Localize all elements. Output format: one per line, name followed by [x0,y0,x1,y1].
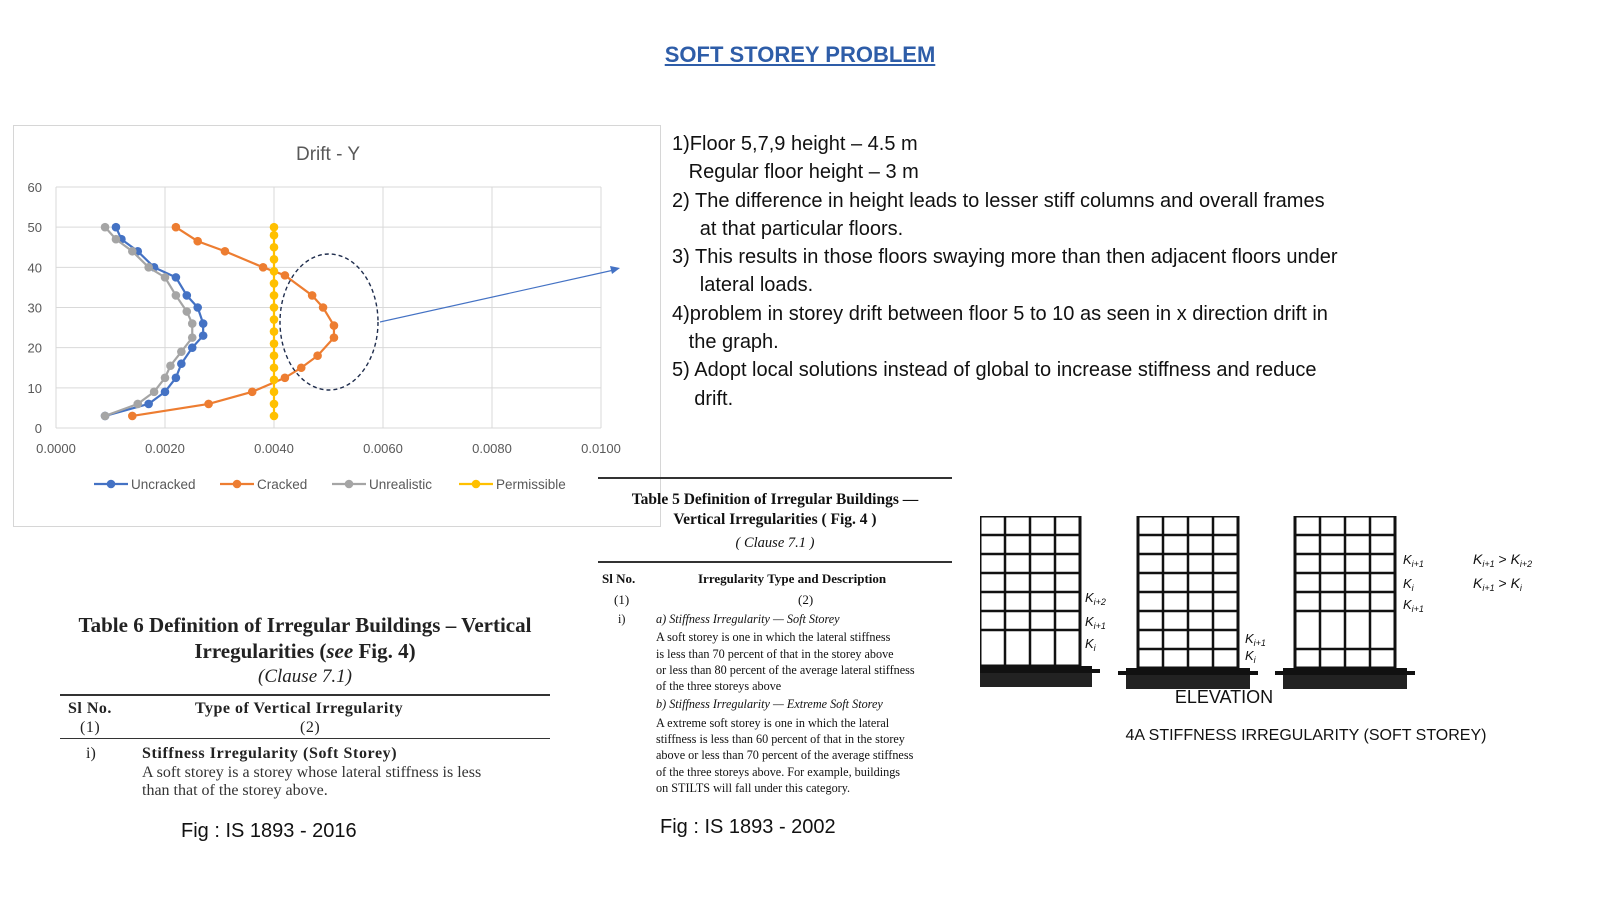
legend-swatch-marker [233,480,242,489]
data-point [112,223,121,232]
data-point [270,231,279,240]
x-tick-label: 0.0100 [581,441,621,456]
table-2016-row [60,739,550,803]
data-point [193,303,202,312]
pointer-arrowhead [610,266,620,274]
legend-label: Uncracked [131,477,196,492]
series-unrealistic [101,223,197,420]
y-tick-label: 0 [34,421,42,436]
heading-text: Fig. 4) [353,639,416,663]
legend-swatch-marker [107,480,116,489]
extreme-soft-storey-description [656,715,952,796]
data-point [330,333,339,342]
table-is1893-2002 [598,490,952,796]
data-point [161,373,170,382]
y-tick-label: 60 [27,180,42,195]
col-sl-no: Sl No. [68,700,112,717]
data-point [112,235,121,244]
col-sl-no: Sl No. [602,571,636,586]
legend-swatch-marker [472,480,481,489]
y-tick-label: 50 [27,220,42,236]
x-tick-label: 0.0020 [145,441,185,456]
col-1-number: (1) [80,719,101,736]
building-soft-ground-storey [980,516,1100,687]
heading-text: Irregularities ( [194,639,327,663]
extreme-soft-storey-title: b) Stiffness Irregularity — Extreme Soft Storey [656,697,883,712]
page-title: SOFT STOREY PROBLEM [664,42,936,67]
note-line: the graph. [672,331,779,354]
col-2-number: (2) [798,592,814,607]
extreme-soft-storey-text-line: of the three storeys above. For example, buildings [656,764,901,779]
row-description-line2: than that of the storey above. [142,782,328,799]
data-point [188,319,197,328]
drift-highlight-ellipse [280,254,378,390]
data-point [270,243,279,252]
legend-item-permissible [459,477,566,492]
data-point [183,307,192,316]
data-point [172,223,181,232]
caption-is1893-2016: Fig : IS 1893 - 2016 [181,820,357,842]
data-point [270,291,279,300]
series-permissible [270,223,279,420]
soft-storey-text-line: A soft storey is one in which the lateral stiffness [656,630,891,645]
stiffness-label-b1-mid: $K_{i+1}$ [1085,614,1106,631]
building-soft-middle-storey [1275,516,1415,689]
data-point [101,412,110,421]
data-point [177,359,186,368]
data-point [188,343,197,352]
table-2002-heading-line2: Vertical Irregularities ( Fig. 4 ) [673,511,877,528]
table-is1893-2016 [60,612,550,803]
note-line: 5) Adopt local solutions instead of global to increase stiffness and reduce [672,359,1317,382]
data-point [270,388,279,397]
data-point [128,412,137,421]
col-1-number: (1) [614,592,630,607]
row-number: i) [618,612,626,626]
extreme-soft-storey-text-line: stiffness is less than 60 percent of that in the storey [656,732,905,747]
extreme-soft-storey-text-line: above or less than 70 percent of the average stiffness [656,748,914,763]
legend-item-unrealistic [332,477,432,492]
clause-number: 7.1) [317,666,352,687]
data-point [270,339,279,348]
stiffness-label-b1-bottom: $K_i$ [1085,636,1096,653]
note-line: 1)Floor 5,7,9 height – 4.5 m [672,133,918,155]
data-point [270,376,279,385]
data-point [270,412,279,421]
legend-label: Unrealistic [369,477,433,492]
data-point [144,400,153,409]
y-tick-label: 10 [27,380,42,396]
stiffness-relation-1: $K_{i+1} > K_{i+2}$ [1473,551,1533,569]
table-2016-heading-line1: Table 6 Definition of Irregular Buildings – Vertical [78,613,532,637]
legend-item-cracked [220,477,307,492]
extreme-soft-storey-text-line: on STILTS will fall under this category. [656,780,851,795]
data-point [161,388,170,397]
data-point [221,247,230,256]
data-point [204,400,213,409]
data-point [133,400,142,409]
stiffness-label-b3-bottom: $K_{i+1}$ [1403,597,1424,614]
data-point [270,327,279,336]
soft-storey-text-line: or less than 80 percent of the average lateral stiffness [656,662,915,677]
table-2002-top-rule [598,477,952,479]
data-point [297,363,306,372]
note-line: drift. [672,387,734,410]
stiffness-label-b3-top: $K_{i+1}$ [1403,552,1424,569]
drift-chart [14,126,660,526]
data-point [101,223,110,232]
soft-storey-description [656,629,952,694]
note-line: 3) This results in those floors swaying more than then adjacent floors under [672,246,1338,269]
data-point [177,347,186,356]
data-point [183,291,192,300]
elevation-label: ELEVATION [1174,687,1274,707]
stiffness-label-b2-bottom: $K_i$ [1245,648,1256,665]
y-tick-label: 40 [27,260,42,276]
x-tick-label: 0.0060 [363,441,403,456]
row-number: i) [86,745,96,762]
row-title: Stiffness Irregularity (Soft Storey) [142,745,398,762]
y-tick-label: 30 [27,300,42,316]
clause-bracket: ( [258,666,265,687]
data-point [281,271,290,280]
stiffness-label-b3-mid: $K_i$ [1403,576,1414,593]
data-point [330,321,339,330]
extreme-soft-storey-text-line: A extreme soft storey is one in which the lateral [656,715,890,730]
x-tick-label: 0.0040 [254,441,294,456]
data-point [199,331,208,340]
data-point [128,247,137,256]
data-point [172,291,181,300]
elevation-caption: 4A STIFFNESS IRREGULARITY (SOFT STOREY) [1125,727,1487,744]
soft-storey-text-line: of the three storeys above [656,679,782,694]
table-2002-clause: ( Clause 7.1 ) [735,535,815,551]
table-2016-heading-line2 [60,638,550,664]
y-tick-label: 20 [27,340,42,356]
stiffness-relation-2: $K_{i+1} > K_i$ [1473,575,1522,593]
data-point [270,400,279,409]
legend-item-uncracked [94,477,196,492]
col-type: Type of Vertical Irregularity [195,700,404,717]
soft-storey-text-line: is less than 70 percent of that in the storey above [656,646,894,661]
note-line: at that particular floors. [672,217,904,240]
x-tick-label: 0.0000 [36,441,76,456]
data-point [188,333,197,342]
note-line: 2) The difference in height leads to lesser stiff columns and overall frames [672,189,1325,212]
table-2002-row [598,609,952,796]
notes-list [672,130,1412,413]
note-line: lateral loads. [672,274,814,297]
col-2-number: (2) [300,719,321,736]
caption-is1893-2002: Fig : IS 1893 - 2002 [660,816,836,838]
pointer-arrow-line [380,270,614,322]
stiffness-label-b1-top: $K_{i+2}$ [1085,590,1106,607]
note-line: Regular floor height – 3 m [672,161,919,184]
building-regular-frame [1118,516,1258,689]
data-point [270,303,279,312]
table-2016-clause [60,666,550,688]
data-point [270,351,279,360]
data-point [144,263,153,272]
data-point [270,363,279,372]
note-line: 4)problem in storey drift between floor 5 to 10 as seen in x direction drift in [672,302,1328,325]
data-point [166,361,175,370]
series-cracked [128,223,338,420]
data-point [172,273,181,282]
table-2002-heading-line1: Table 5 Definition of Irregular Buildings — [631,491,919,508]
clause-word: Clause [264,666,318,687]
data-point [161,273,170,282]
chart-title: Drift - Y [295,144,361,165]
legend-label: Cracked [257,477,308,492]
data-point [281,373,290,382]
data-point [248,388,257,397]
data-point [270,223,279,232]
col-type-description: Irregularity Type and Description [698,571,887,586]
data-point [150,388,159,397]
data-point [308,291,317,300]
x-tick-label: 0.0080 [472,441,512,456]
table-2002-header-row [598,563,952,609]
data-point [172,373,181,382]
elevation-diagram [980,516,1580,766]
data-point [270,315,279,324]
data-point [259,263,268,272]
data-point [313,351,322,360]
heading-see: see [326,639,354,663]
legend-swatch-marker [345,480,354,489]
data-point [270,255,279,264]
drift-chart-panel [13,125,661,527]
data-point [193,237,202,246]
soft-storey-title: a) Stiffness Irregularity — Soft Storey [656,612,840,626]
stiffness-label-b2-top: $K_{i+1}$ [1245,631,1266,648]
data-point [270,279,279,288]
data-point [319,303,328,312]
data-point [270,267,279,276]
data-point [199,319,208,328]
row-description-line1: A soft storey is a storey whose lateral stiffness is less [142,764,482,781]
legend-label: Permissible [496,477,566,492]
table-2016-header-row [60,696,550,738]
